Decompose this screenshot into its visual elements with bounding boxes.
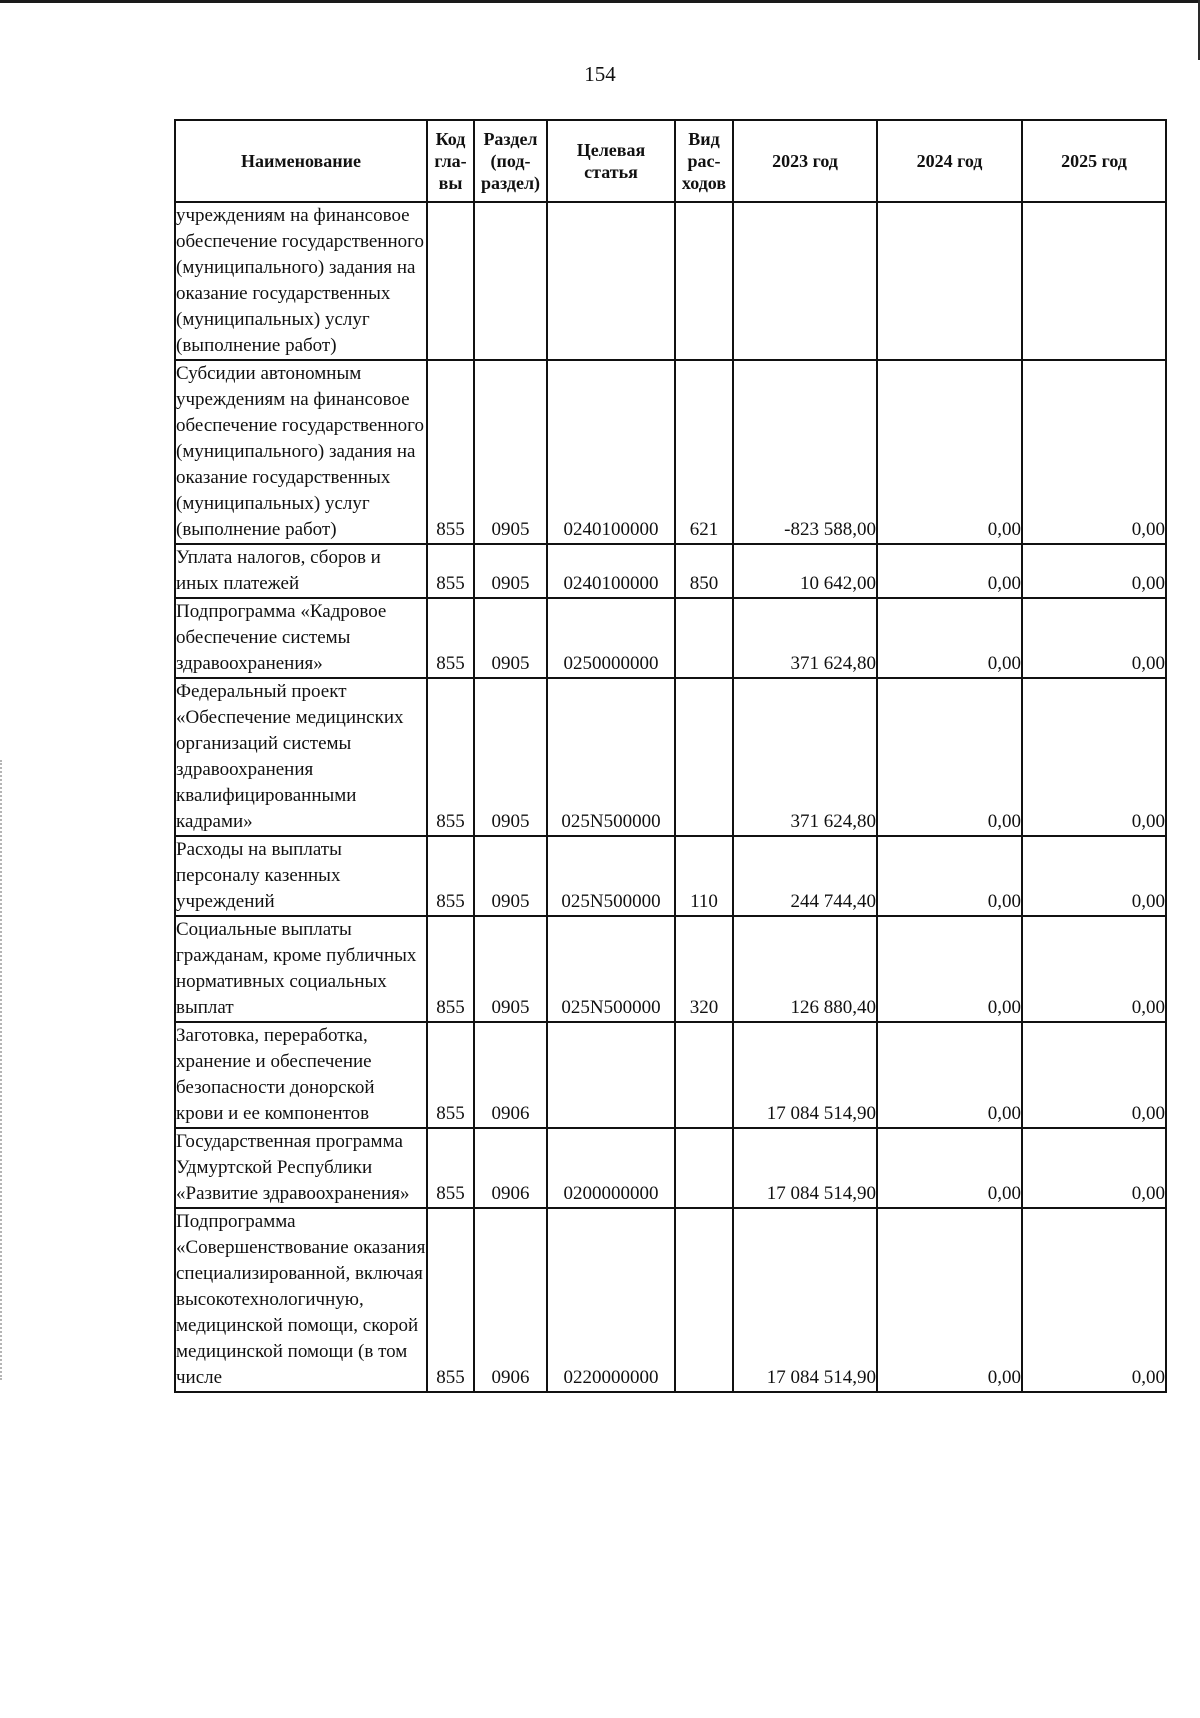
row-expense-type: 621: [675, 360, 733, 544]
table-header: [175, 120, 1166, 202]
row-amount-2024: 0,00: [877, 360, 1022, 544]
table-header-row: [175, 120, 1166, 202]
row-expense-type: 320: [675, 916, 733, 1022]
row-amount-2025: 0,00: [1022, 544, 1166, 598]
row-target-article: 025N500000: [547, 916, 675, 1022]
row-name: Подпрограмма «Кадровое обеспечение системы здравоохранения»: [175, 598, 427, 678]
row-chapter-code: 855: [427, 1128, 474, 1208]
row-amount-2024: 0,00: [877, 598, 1022, 678]
table-body: [175, 202, 1166, 1392]
row-expense-type: [675, 1022, 733, 1128]
row-amount-2023: 244 744,40: [733, 836, 877, 916]
row-target-article: 0200000000: [547, 1128, 675, 1208]
row-name: Государственная программа Удмуртской Республики «Развитие здравоохранения»: [175, 1128, 427, 1208]
table-row: [175, 202, 1166, 360]
row-amount-2025: 0,00: [1022, 1022, 1166, 1128]
table-row: [175, 598, 1166, 678]
row-name: Субсидии автономным учреждениям на финансовое обеспечение государственного (муниципального) задания на оказание государственных (муниципальных) услуг (выполнение работ): [175, 360, 427, 544]
row-amount-2024: 0,00: [877, 916, 1022, 1022]
header-name: Наименование: [175, 120, 427, 202]
row-target-article: 0220000000: [547, 1208, 675, 1392]
row-expense-type: [675, 678, 733, 836]
table-row: [175, 544, 1166, 598]
budget-table: [174, 119, 1167, 1393]
row-amount-2023: 17 084 514,90: [733, 1022, 877, 1128]
row-chapter-code: 855: [427, 544, 474, 598]
row-chapter-code: 855: [427, 1208, 474, 1392]
row-name: Заготовка, переработка, хранение и обеспечение безопасности донорской крови и ее компонентов: [175, 1022, 427, 1128]
row-expense-type: [675, 202, 733, 360]
row-target-article: 025N500000: [547, 836, 675, 916]
row-target-article: [547, 1022, 675, 1128]
row-section: 0906: [474, 1208, 547, 1392]
header-expense-type: Вид рас-ходов: [675, 120, 733, 202]
row-target-article: 0240100000: [547, 360, 675, 544]
row-amount-2024: 0,00: [877, 678, 1022, 836]
row-amount-2024: [877, 202, 1022, 360]
row-section: 0905: [474, 544, 547, 598]
table-row: [175, 1128, 1166, 1208]
row-amount-2025: 0,00: [1022, 916, 1166, 1022]
row-chapter-code: 855: [427, 678, 474, 836]
row-amount-2023: [733, 202, 877, 360]
row-target-article: 0240100000: [547, 544, 675, 598]
row-section: 0905: [474, 598, 547, 678]
row-expense-type: [675, 1208, 733, 1392]
row-chapter-code: 855: [427, 1022, 474, 1128]
row-name: учреждениям на финансовое обеспечение государственного (муниципального) задания на оказание государственных (муниципальных) услуг (выполнение работ): [175, 202, 427, 360]
row-amount-2025: 0,00: [1022, 1208, 1166, 1392]
row-amount-2023: 17 084 514,90: [733, 1208, 877, 1392]
row-target-article: 025N500000: [547, 678, 675, 836]
row-expense-type: [675, 1128, 733, 1208]
table-row: [175, 678, 1166, 836]
row-amount-2024: 0,00: [877, 544, 1022, 598]
header-year-2025: 2025 год: [1022, 120, 1166, 202]
row-section: 0905: [474, 360, 547, 544]
row-name: Уплата налогов, сборов и иных платежей: [175, 544, 427, 598]
page-number: 154: [584, 62, 616, 86]
header-section: Раздел (под-раздел): [474, 120, 547, 202]
row-amount-2023: 17 084 514,90: [733, 1128, 877, 1208]
row-amount-2025: 0,00: [1022, 360, 1166, 544]
table-row: [175, 916, 1166, 1022]
row-chapter-code: 855: [427, 598, 474, 678]
row-chapter-code: 855: [427, 916, 474, 1022]
row-expense-type: 110: [675, 836, 733, 916]
row-amount-2023: 371 624,80: [733, 678, 877, 836]
row-amount-2025: [1022, 202, 1166, 360]
row-amount-2025: 0,00: [1022, 678, 1166, 836]
row-name: Социальные выплаты гражданам, кроме публичных нормативных социальных выплат: [175, 916, 427, 1022]
scan-left-margin-marks: [0, 760, 4, 1380]
row-section: 0905: [474, 916, 547, 1022]
table-row: [175, 1208, 1166, 1392]
table-row: [175, 1022, 1166, 1128]
row-amount-2025: 0,00: [1022, 1128, 1166, 1208]
row-amount-2023: -823 588,00: [733, 360, 877, 544]
header-year-2024: 2024 год: [877, 120, 1022, 202]
row-amount-2023: 126 880,40: [733, 916, 877, 1022]
row-amount-2025: 0,00: [1022, 836, 1166, 916]
table-row: [175, 360, 1166, 544]
row-amount-2023: 10 642,00: [733, 544, 877, 598]
row-amount-2024: 0,00: [877, 1022, 1022, 1128]
row-section: 0905: [474, 678, 547, 836]
row-expense-type: 850: [675, 544, 733, 598]
row-section: [474, 202, 547, 360]
header-target-article: Целевая статья: [547, 120, 675, 202]
row-chapter-code: 855: [427, 360, 474, 544]
row-amount-2024: 0,00: [877, 836, 1022, 916]
row-amount-2024: 0,00: [877, 1128, 1022, 1208]
row-amount-2024: 0,00: [877, 1208, 1022, 1392]
row-chapter-code: 855: [427, 836, 474, 916]
row-expense-type: [675, 598, 733, 678]
row-chapter-code: [427, 202, 474, 360]
row-target-article: 0250000000: [547, 598, 675, 678]
row-target-article: [547, 202, 675, 360]
row-name: Расходы на выплаты персоналу казенных учреждений: [175, 836, 427, 916]
row-section: 0905: [474, 836, 547, 916]
row-name: Подпрограмма «Совершенствование оказания специализированной, включая высокотехнологичную, медицинской помощи, скорой медицинской помощи (в том числе: [175, 1208, 427, 1392]
row-amount-2023: 371 624,80: [733, 598, 877, 678]
table-row: [175, 836, 1166, 916]
row-section: 0906: [474, 1128, 547, 1208]
row-section: 0906: [474, 1022, 547, 1128]
header-chapter-code: Код гла-вы: [427, 120, 474, 202]
row-name: Федеральный проект «Обеспечение медицинских организаций системы здравоохранения квалифицированными кадрами»: [175, 678, 427, 836]
header-year-2023: 2023 год: [733, 120, 877, 202]
scan-top-edge: [0, 0, 1200, 3]
row-amount-2025: 0,00: [1022, 598, 1166, 678]
